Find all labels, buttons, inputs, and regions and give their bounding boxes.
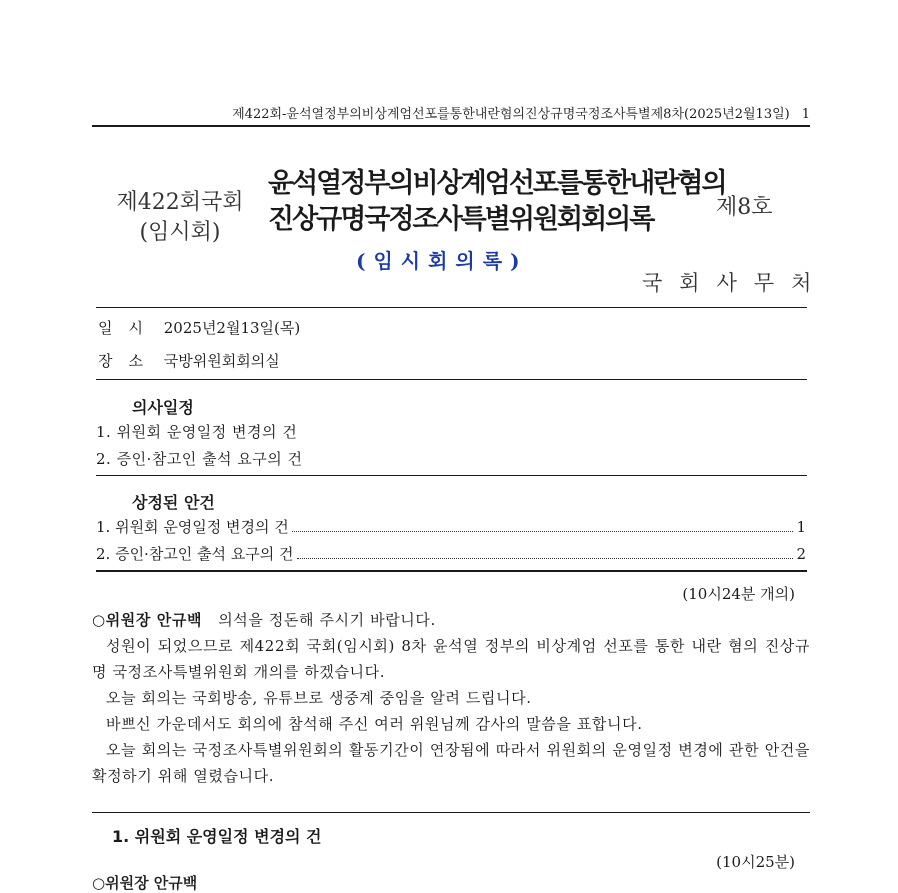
speaker-name: 위원장 안규백 [105,611,203,629]
divider [96,570,807,572]
speech-paragraph: 오늘 회의는 국정조사특별위원회의 활동기간이 연장됨에 따라서 위원회의 운영일정 변경에 관한 안건을 확정하기 위해 열렸습니다. [92,741,810,785]
meta-date [98,317,300,338]
session-number: 제422회국회 [116,190,244,215]
page-number: 1 [801,107,810,122]
section-rule [92,812,810,813]
toc-entry-page: 1 [796,518,806,536]
speaker-marker: ○ [92,611,106,629]
meta-place [98,350,280,371]
title-line-2: 진상규명국정조사특별위원회회의록 [268,204,654,235]
section-title: 1. 위원회 운영일정 변경의 건 [112,827,322,846]
opening-time: (10시24분 개의) [682,585,795,603]
place-label: 장소 [98,352,159,370]
agenda-heading: 의사일정 [132,398,194,417]
issue-number: 제8호 [716,195,773,220]
document-subtitle: (임시회의록) [356,249,528,273]
speech-first-line [92,607,810,633]
toc-leader [292,520,794,532]
date-label: 일시 [98,319,159,337]
toc-leader [297,547,794,559]
divider [96,379,807,380]
running-header-text: 제422회-윤석열정부의비상계엄선포를통한내란혐의진상규명국정조사특별제8차(2025년2월13일) [232,107,790,122]
speech-block [92,607,810,789]
date-value: 2025년2월13일(목) [163,319,301,337]
tabled-heading: 상정된 안건 [132,493,215,512]
toc-entry-page: 2 [796,545,806,563]
divider [96,475,807,476]
session-type: (임시회) [139,220,221,245]
speech-paragraph: 오늘 회의는 국회방송, 유튜브로 생중계 중임을 알려 드립니다. [106,689,532,707]
section-time: (10시25분) [716,853,795,871]
document-title [268,166,726,238]
running-header [232,103,810,122]
agenda-item: 2. 증인·참고인 출석 요구의 건 [96,450,303,468]
toc-entry-label: 2. 증인·참고인 출석 요구의 건 [96,545,294,563]
toc-entry-label: 1. 위원회 운영일정 변경의 건 [96,518,289,536]
speech-paragraph: 성원이 되었으므로 제422회 국회(임시회) 8차 윤석열 정부의 비상계엄 선포를 통한 내란 혐의 진상규명 국정조사특별위원회 개의를 하겠습니다. [92,637,810,681]
divider [96,307,807,308]
place-value: 국방위원회회의실 [163,352,280,370]
toc-entry[interactable] [96,543,806,564]
session-info [110,188,250,248]
agenda-item: 1. 위원회 운영일정 변경의 건 [96,423,298,441]
next-speaker: ○위원장 안규백 [92,874,198,892]
toc-entry[interactable] [96,516,806,537]
speech-paragraph: 바쁘신 가운데서도 회의에 참석해 주신 여러 위원님께 감사의 말씀을 표합니다. [106,715,643,733]
header-rule [92,125,810,127]
title-line-1: 윤석열정부의비상계엄선포를통한내란혐의 [268,168,726,199]
speech-text: 의석을 정돈해 주시기 바랍니다. [218,611,436,629]
publishing-office: 국회사무처 [642,271,829,295]
